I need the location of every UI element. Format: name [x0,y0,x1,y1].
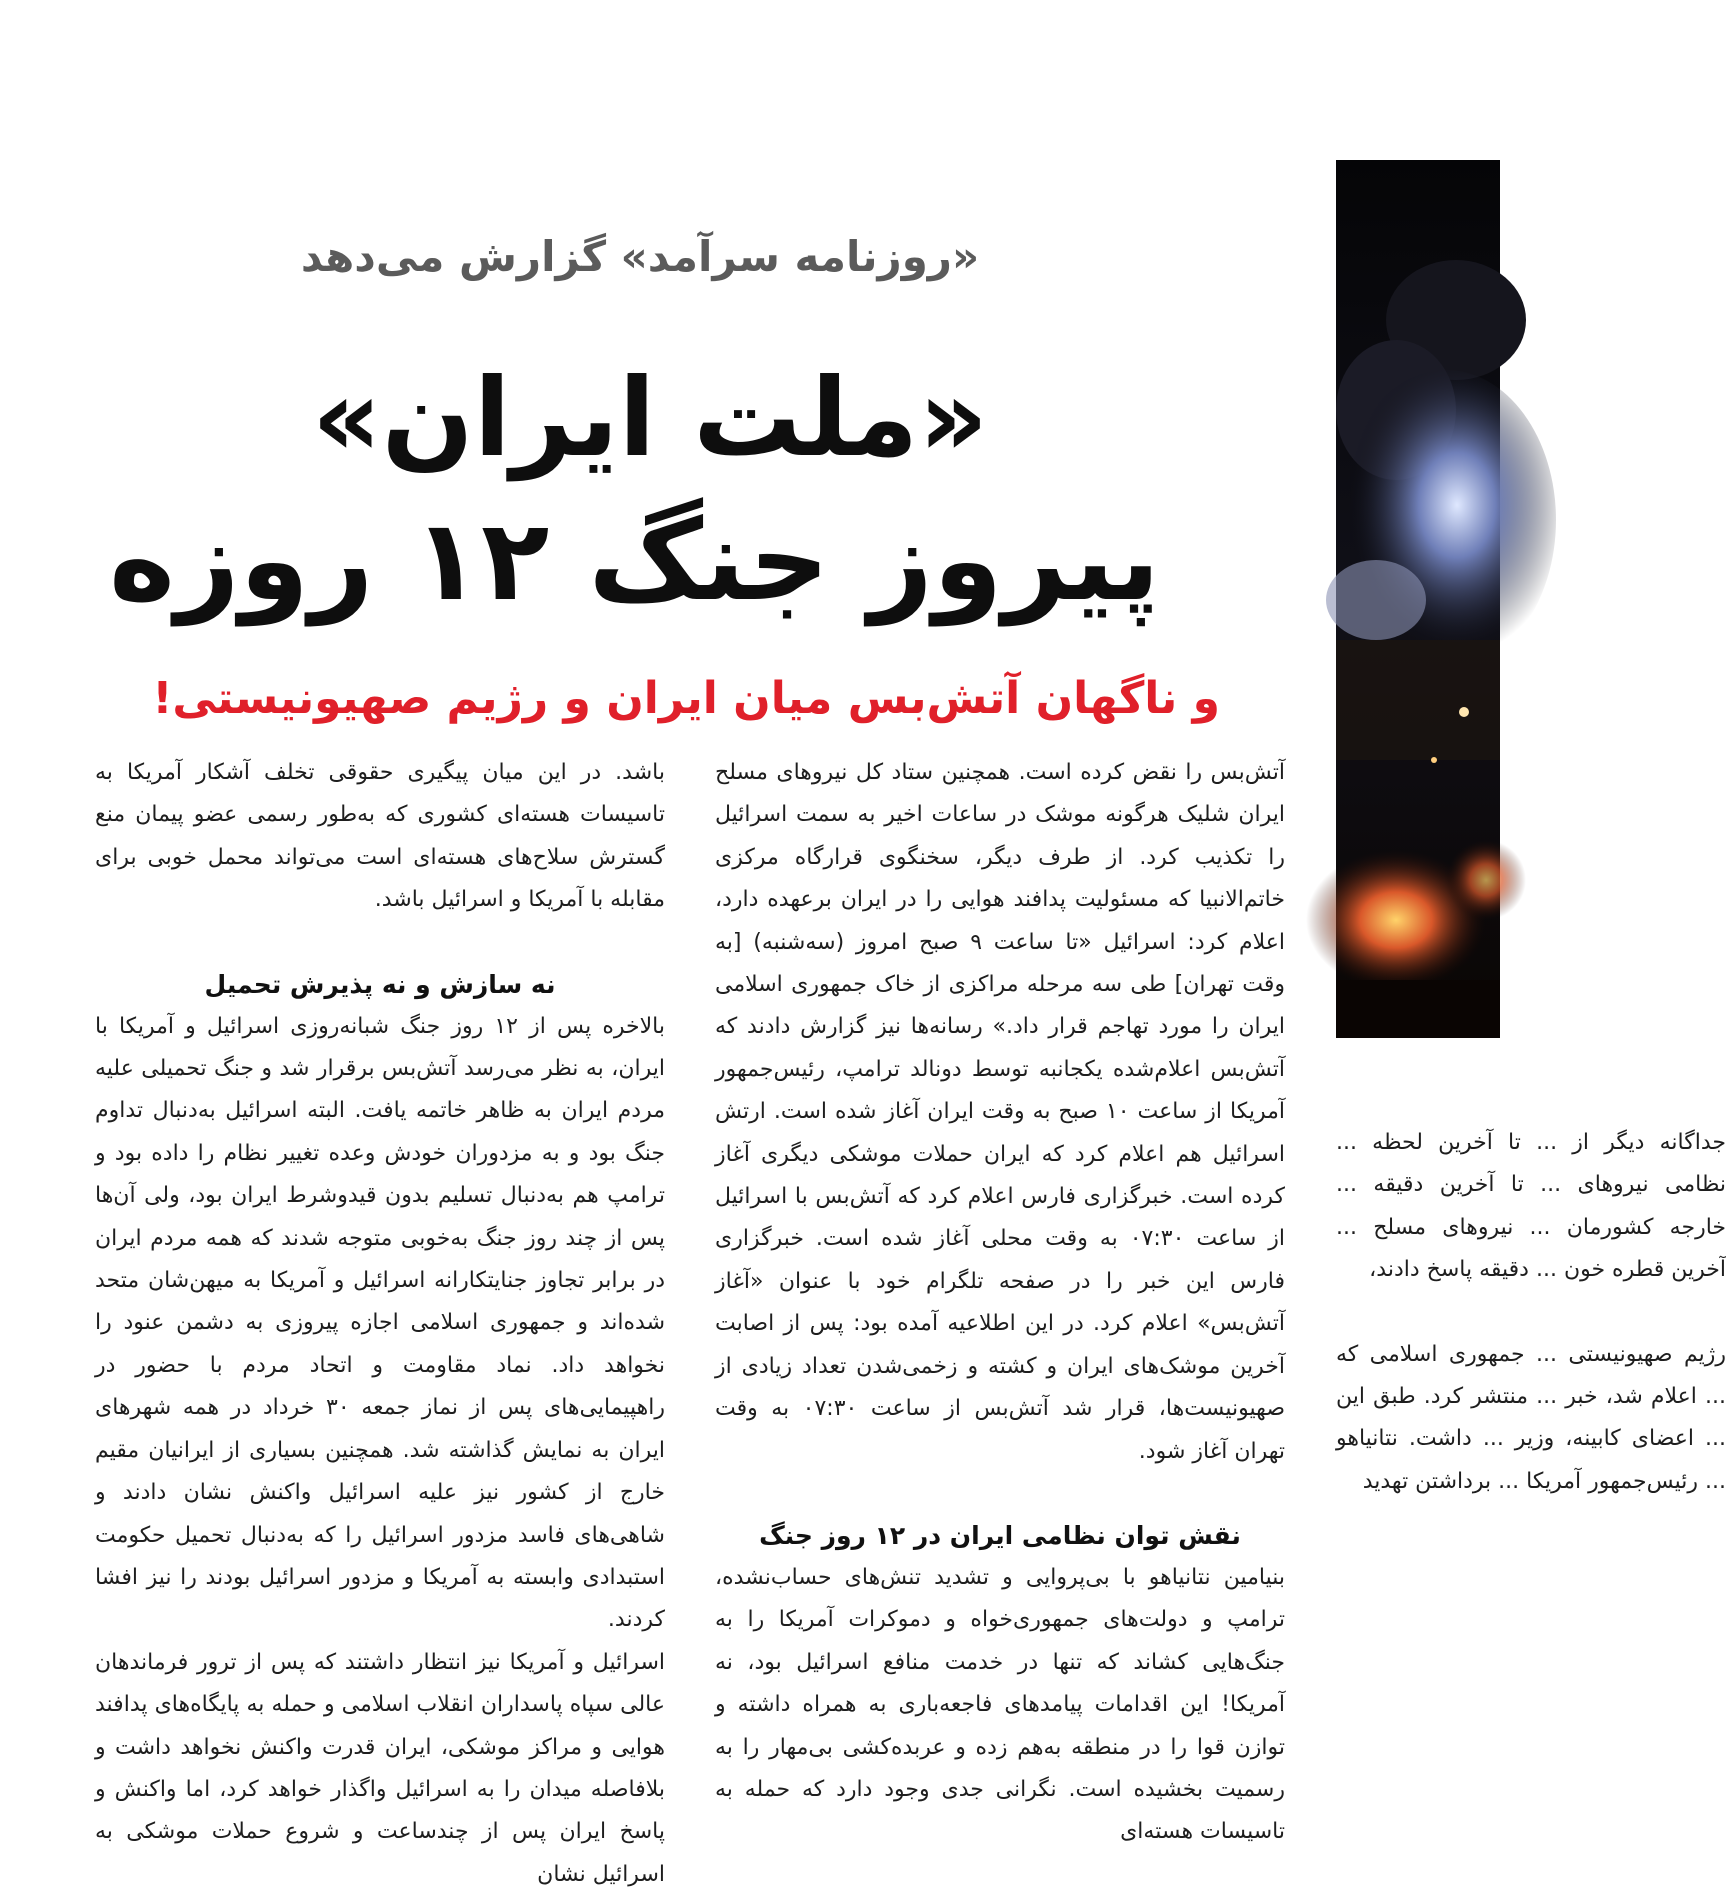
column-spacer [1336,1292,1726,1334]
right-paragraph-2: رژیم صهیونیستی ... جمهوری اسلامی که ... اعلام شد، خبر ... منتشر کرد. طبق این ... اعضای کابینه، وزیر ... داشت. نتانیاهو ... رئیس‌جمهور آمریکا ... برداشتن تهدید [1336,1341,1726,1494]
article-photo [1336,160,1500,1038]
column-spacer [95,922,665,964]
right-paragraph-1: جداگانه دیگر از ... تا آخرین لحظه ... نظامی نیروهای ... تا آخرین دقیقه ... خارجه کشورمان ... نیروهای مسلح ... آخرین قطره خون ... دقیقه پاسخ دادند، [1336,1130,1726,1283]
middle-paragraph-2: بنیامین نتانیاهو با بی‌پروایی و تشدید تنش‌های حساب‌نشده، ترامپ و دولت‌های جمهوری‌خواه و دموکرات آمریکا را به جنگ‌هایی کشاند که تنها در خدمت منافع اسرائیل بود، نه آمریکا! این اقدامات پیامدهای فاجعه‌باری به همراه داشته و توازن قوا را در منطقه به‌هم زده و عربده‌کشی بی‌مهار را به رسمیت بخشیده است. نگرانی جدی وجود دارد که حمله به تاسیسات هسته‌ای [715,1564,1285,1845]
column-spacer [715,1473,1285,1515]
night-explosion-photo [1336,160,1500,1038]
article-column-left [95,752,665,1896]
headline-line-1: «ملت ایران» [311,356,989,481]
kicker: «روزنامه سرآمد» گزارش می‌دهد [300,232,980,281]
article-column-middle [715,752,1285,1854]
section-heading-military-power: نقش توان نظامی ایران در ۱۲ روز جنگ [759,1520,1241,1550]
left-paragraph-1: باشد. در این میان پیگیری حقوقی تخلف آشکار آمریکا به تاسیسات هسته‌ای کشوری که به‌طور رسمی عضو پیمان منع گسترش سلاح‌های هسته‌ای است می‌تواند محمل خوبی برای مقابله با آمریکا و اسرائیل باشد. [95,760,665,913]
headline-line-2: پیروز جنگ ۱۲ روزه [108,496,1160,626]
subheadline: و ناگهان آتش‌بس میان ایران و رژیم صهیونیستی! [152,673,1220,724]
middle-paragraph-1: آتش‌بس را نقض کرده است. همچنین ستاد کل نیروهای مسلح ایران شلیک هرگونه موشک در ساعات اخیر به سمت اسرائیل را تکذیب کرد. از طرف دیگر، سخنگوی قرارگاه مرکزی خاتم‌الانبیا که مسئولیت پدافند هوایی را در ایران برعهده دارد، اعلام کرد: اسرائیل «تا ساعت ۹ صبح امروز (سه‌شنبه) [به وقت تهران] طی سه مرحله مراکزی از خاک جمهوری اسلامی ایران را مورد تهاجم قرار داد.» رسانه‌ها نیز گزارش دادند که آتش‌بس اعلام‌شده یکجانبه توسط دونالد ترامپ، رئیس‌جمهور آمریکا از ساعت ۱۰ صبح به وقت ایران آغاز شده است. ارتش اسرائیل هم اعلام کرد که ایران حملات موشکی دیگری آغاز کرده است. خبرگزاری فارس اعلام کرد که آتش‌بس با اسرائیل از ساعت ۰۷:۳۰ به وقت محلی آغاز شده است. خبرگزاری فارس این خبر را در صفحه تلگرام خود با عنوان «آغاز آتش‌بس» اعلام کرد. در این اطلاعیه آمده بود: پس از اصابت آخرین موشک‌های ایران و کشته و زخمی‌شدن تعداد زیادی از صهیونیست‌ها، قرار شد آتش‌بس از ساعت ۰۷:۳۰ به وقت تهران آغاز شود. [715,760,1286,1464]
left-paragraph-3: اسرائیل و آمریکا نیز انتظار داشتند که پس از ترور فرماندهان عالی سپاه پاسداران انقلاب اسلامی و حمله به پایگاه‌های پدافند هوایی و مراکز موشکی، ایران قدرت واکنش نخواهد داشت و بلافاصله میدان را به اسرائیل واگذار خواهد کرد، اما واکنش و پاسخ ایران پس از چندساعت و شروع حملات موشکی به اسرائیل نشان [95,1649,665,1887]
left-paragraph-2: بالاخره پس از ۱۲ روز جنگ شبانه‌روزی اسرائیل و آمریکا با ایران، به نظر می‌رسد آتش‌بس برقرار شد و جنگ تحمیلی علیه مردم ایران به ظاهر خاتمه یافت. البته اسرائیل به‌دنبال تداوم جنگ بود و به مزدوران خودش وعده تغییر نظام را داده بود و ترامپ هم به‌دنبال تسلیم بدون قیدوشرط ایران بود، ولی آن‌ها پس از چند روز جنگ به‌خوبی متوجه شدند که همه مردم ایران در برابر تجاوز جنایتکارانه اسرائیل و آمریکا به میهن‌شان متحد شده‌اند و جمهوری اسلامی اجازه پیروزی به دشمن عنود را نخواهد داد. نماد مقاومت و اتحاد مردم با حضور در راهپیمایی‌های پس از نماز جمعه ۳۰ خرداد در همه شهرهای ایران به نمایش گذاشته شد. همچنین بسیاری از ایرانیان مقیم خارج از کشور نیز علیه اسرائیل واکنش نشان دادند و شاهی‌های فاسد مزدور اسرائیل را که به‌دنبال تحمیل حکومت استبدادی وابسته به آمریکا و مزدور اسرائیل بودند را نیز افشا کردند. [95,1013,666,1633]
section-heading-no-compromise: نه سازش و نه پذیرش تحمیل [204,969,556,999]
article-column-right-cropped [1336,1122,1726,1503]
